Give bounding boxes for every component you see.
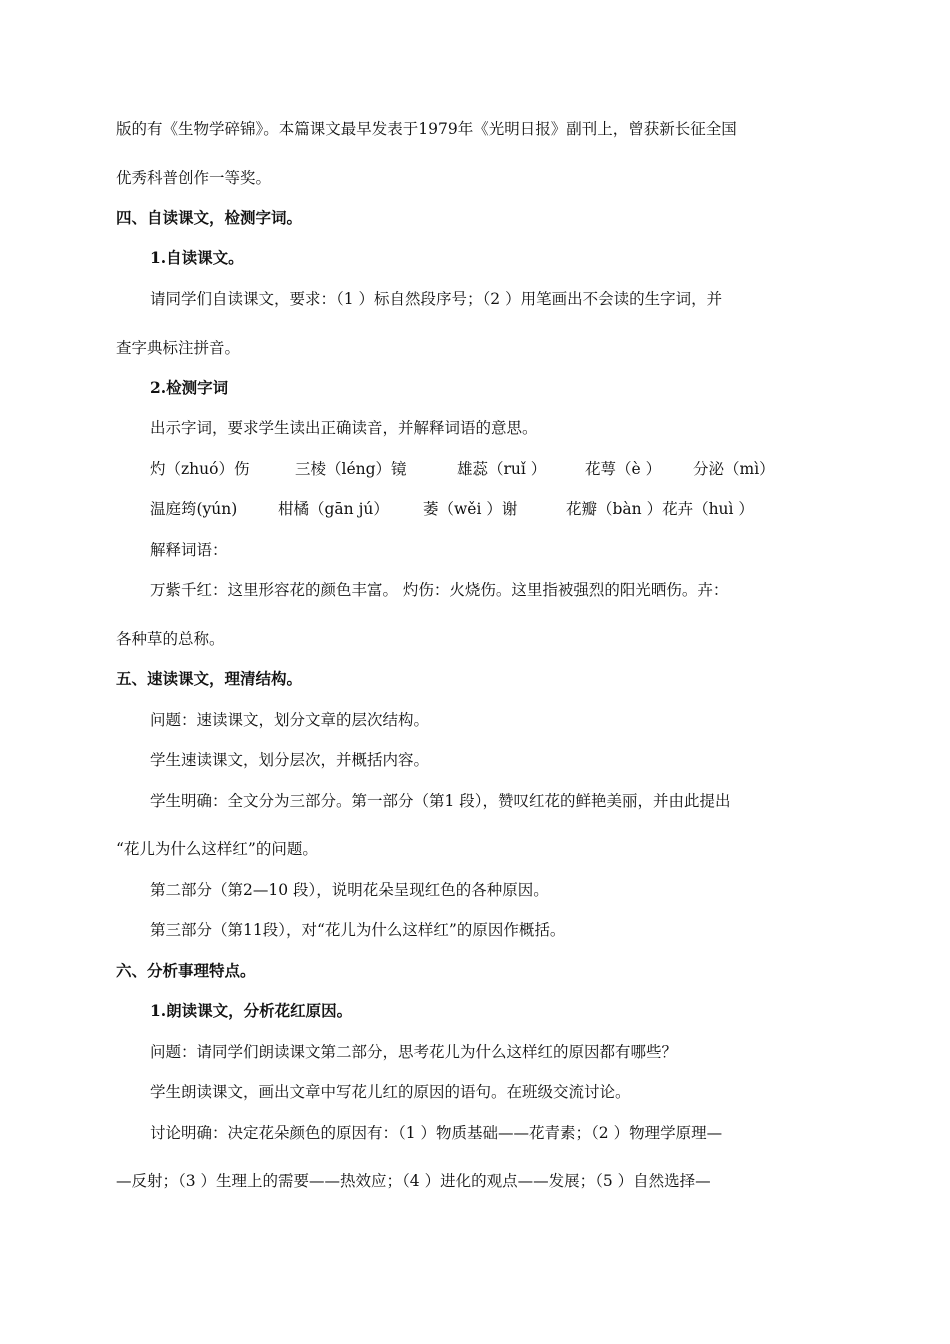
paragraph-line: 解释词语： [150,541,228,559]
vocab-word: 灼（zhuó）伤 [150,460,250,478]
subheading-6-1: 1.朗读课文，分析花红原因。 [150,1001,353,1020]
paragraph-line: 出示字词，要求学生读出正确读音，并解释词语的意思。 [150,419,538,437]
vocab-word: 花萼（è ） [585,460,662,478]
section-heading-5: 五、速读课文，理清结构。 [116,669,303,688]
vocab-word: 分泌（mì） [693,460,775,478]
vocab-word: 柑橘（gān jú） [278,500,389,518]
vocab-word: 萎（wěi ）谢 [423,500,518,518]
vocab-word: 三棱（léng）镜 [295,460,407,478]
paragraph-line: 学生速读课文，划分层次，并概括内容。 [150,751,430,769]
vocab-word: 温庭筠(yún) [150,500,238,518]
vocab-word: 花瓣（bàn ）花卉（huì ） [566,500,754,518]
vocab-word: 雄蕊（ruǐ ） [457,460,547,478]
paragraph-line: 第二部分（第2—10 段），说明花朵呈现红色的各种原因。 [150,881,549,899]
subheading-4-1: 1.自读课文。 [150,248,244,267]
paragraph-line: 万紫千红：这里形容花的颜色丰富。 灼伤：火烧伤。这里指被强烈的阳光晒伤。卉： [150,581,729,599]
paragraph-line: 各种草的总称。 [116,630,225,648]
paragraph-line: 学生明确：全文分为三部分。第一部分（第1 段），赞叹红花的鲜艳美丽，并由此提出 [150,792,731,810]
paragraph-line: 讨论明确：决定花朵颜色的原因有：（1 ）物质基础——花青素；（2 ）物理学原理— [150,1124,723,1142]
paragraph-line: 问题：请同学们朗读课文第二部分，思考花儿为什么这样红的原因都有哪些？ [150,1043,678,1061]
paragraph-line: 请同学们自读课文，要求：（1 ）标自然段序号；（2 ）用笔画出不会读的生字词，并 [150,290,723,308]
paragraph-line: 查字典标注拼音。 [116,339,241,357]
section-heading-6: 六、分析事理特点。 [116,961,256,980]
paragraph-line: 版的有《生物学碎锦》。本篇课文最早发表于1979年《光明日报》副刊上，曾获新长征全国 [116,120,737,138]
paragraph-line: —反射；（3 ）生理上的需要——热效应；（4 ）进化的观点——发展；（5 ）自然选择— [116,1172,711,1190]
section-heading-4: 四、自读课文，检测字词。 [116,208,303,227]
paragraph-line: “花儿为什么这样红”的问题。 [116,840,318,858]
paragraph-line: 问题：速读课文，划分文章的层次结构。 [150,711,430,729]
paragraph-line: 第三部分（第11段），对“花儿为什么这样红”的原因作概括。 [150,921,566,939]
subheading-4-2: 2.检测字词 [150,378,229,397]
paragraph-line: 学生朗读课文，画出文章中写花儿红的原因的语句。在班级交流讨论。 [150,1083,631,1101]
paragraph-line: 优秀科普创作一等奖。 [116,169,272,187]
